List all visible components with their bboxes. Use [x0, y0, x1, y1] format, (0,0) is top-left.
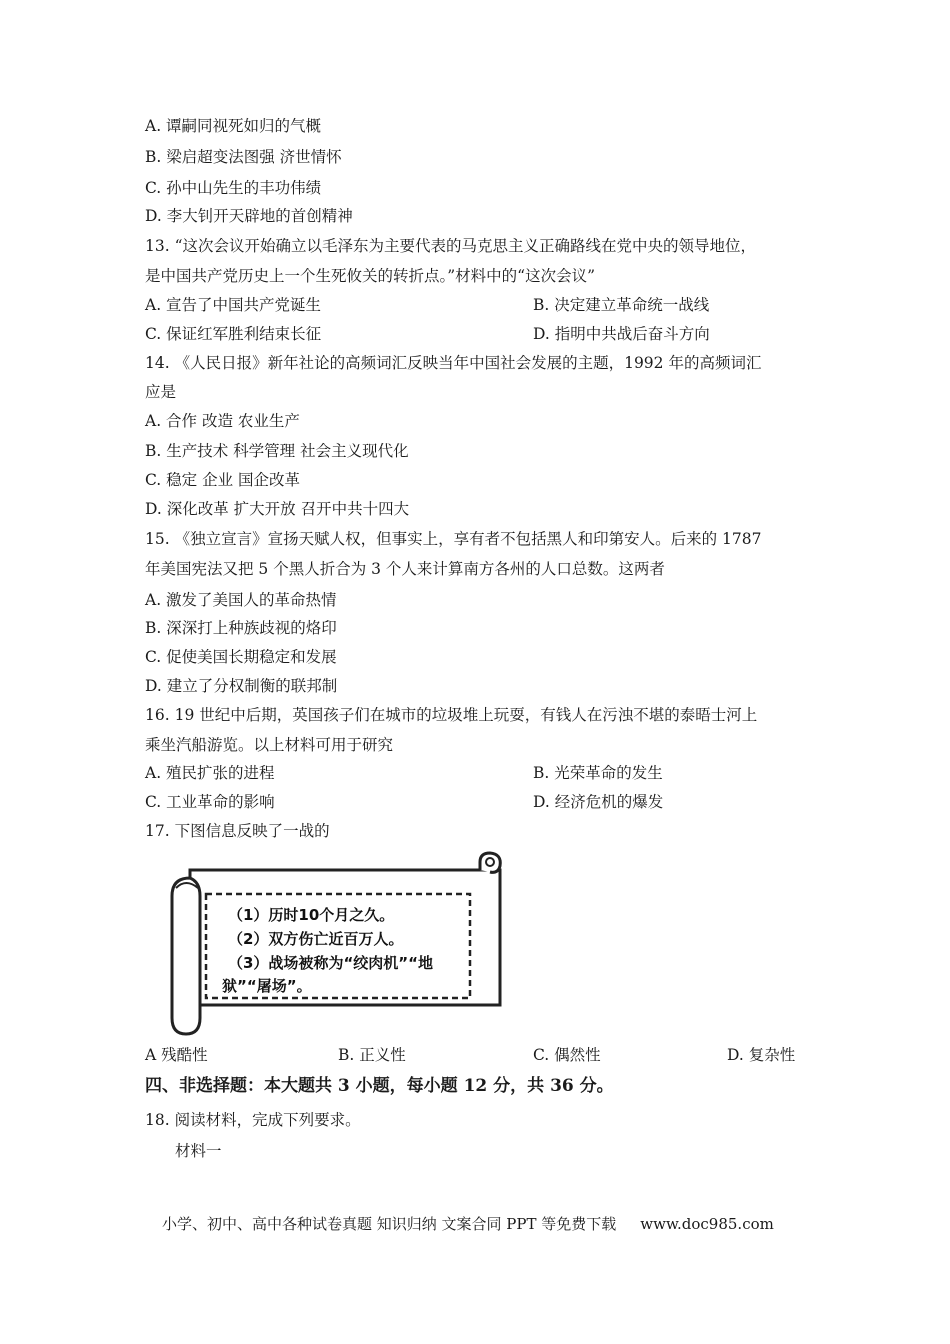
q16-stem-line2: 乘坐汽船游览。以上材料可用于研究	[145, 736, 394, 754]
page-footer	[162, 1214, 774, 1234]
q14-option-a: A. 合作 改造 农业生产	[145, 412, 300, 430]
q17-option-a: A 残酷性	[145, 1046, 208, 1064]
q13-option-b: B. 决定建立革命统一战线	[533, 296, 710, 314]
q15-option-d: D. 建立了分权制衡的联邦制	[145, 677, 338, 695]
q15-option-c: C. 促使美国长期稳定和发展	[145, 648, 337, 666]
footer-text: 小学、初中、高中各种试卷真题 知识归纳 文案合同 PPT 等免费下载	[162, 1215, 617, 1233]
q18-stem: 18. 阅读材料，完成下列要求。	[145, 1111, 361, 1129]
q16-option-c: C. 工业革命的影响	[145, 793, 275, 811]
q14-option-b: B. 生产技术 科学管理 社会主义现代化	[145, 442, 409, 460]
q16-option-d: D. 经济危机的爆发	[533, 793, 664, 811]
footer-site-link[interactable]: www.doc985.com	[640, 1215, 774, 1233]
scroll-line-2: （2）双方伤亡近百万人。	[228, 930, 404, 948]
q14-option-c: C. 稳定 企业 国企改革	[145, 471, 301, 489]
q18-material-label: 材料一	[175, 1142, 222, 1160]
scroll-line-4: 狱”“屠场”。	[222, 977, 312, 995]
q14-option-d: D. 深化改革 扩大开放 召开中共十四大	[145, 500, 410, 518]
q12-option-d: D. 李大钊开天辟地的首创精神	[145, 207, 353, 225]
q13-option-d: D. 指明中共战后奋斗方向	[533, 325, 710, 343]
q16-stem-line1: 16. 19 世纪中后期，英国孩子们在城市的垃圾堆上玩耍，有钱人在污浊不堪的泰晤士河上	[145, 706, 758, 724]
q15-option-a: A. 激发了美国人的革命热情	[145, 591, 337, 609]
scroll-line-1: （1）历时10个月之久。	[228, 906, 395, 924]
q17-option-c: C. 偶然性	[533, 1046, 601, 1064]
q14-stem-line1: 14. 《人民日报》新年社论的高频词汇反映当年中国社会发展的主题，1992 年的高频词汇	[145, 354, 762, 372]
q12-option-c: C. 孙中山先生的丰功伟绩	[145, 179, 322, 197]
scroll-line-3: （3）战场被称为“绞肉机”“地	[228, 954, 434, 972]
q14-stem-line2: 应是	[145, 383, 177, 401]
section4-heading: 四、非选择题：本大题共 3 小题，每小题 12 分，共 36 分。	[145, 1076, 614, 1096]
q13-stem-line1: 13. “这次会议开始确立以毛泽东为主要代表的马克思主义正确路线在党中央的领导地位，	[145, 237, 757, 255]
q16-option-b: B. 光荣革命的发生	[533, 764, 663, 782]
scroll-illustration	[150, 848, 510, 1038]
q17-option-b: B. 正义性	[338, 1046, 406, 1064]
q12-option-a: A. 谭嗣同视死如归的气概	[145, 117, 322, 135]
q12-option-b: B. 梁启超变法图强 济世情怀	[145, 148, 342, 166]
q15-stem-line2: 年美国宪法又把 5 个黑人折合为 3 个人来计算南方各州的人口总数。这两者	[145, 560, 665, 578]
q15-stem-line1: 15. 《独立宣言》宣扬天赋人权，但事实上，享有者不包括黑人和印第安人。后来的 1787	[145, 530, 762, 548]
q13-option-a: A. 宣告了中国共产党诞生	[145, 296, 322, 314]
q16-option-a: A. 殖民扩张的进程	[145, 764, 275, 782]
scroll-top-roll	[480, 853, 500, 872]
scroll-figure	[150, 848, 510, 1038]
q17-option-d: D. 复杂性	[727, 1046, 796, 1064]
q13-stem-line2: 是中国共产党历史上一个生死攸关的转折点。”材料中的“这次会议”	[145, 267, 596, 285]
scroll-left-roll	[172, 878, 200, 1034]
q15-option-b: B. 深深打上种族歧视的烙印	[145, 619, 337, 637]
q17-stem: 17. 下图信息反映了一战的	[145, 822, 330, 840]
q13-option-c: C. 保证红军胜利结束长征	[145, 325, 322, 343]
